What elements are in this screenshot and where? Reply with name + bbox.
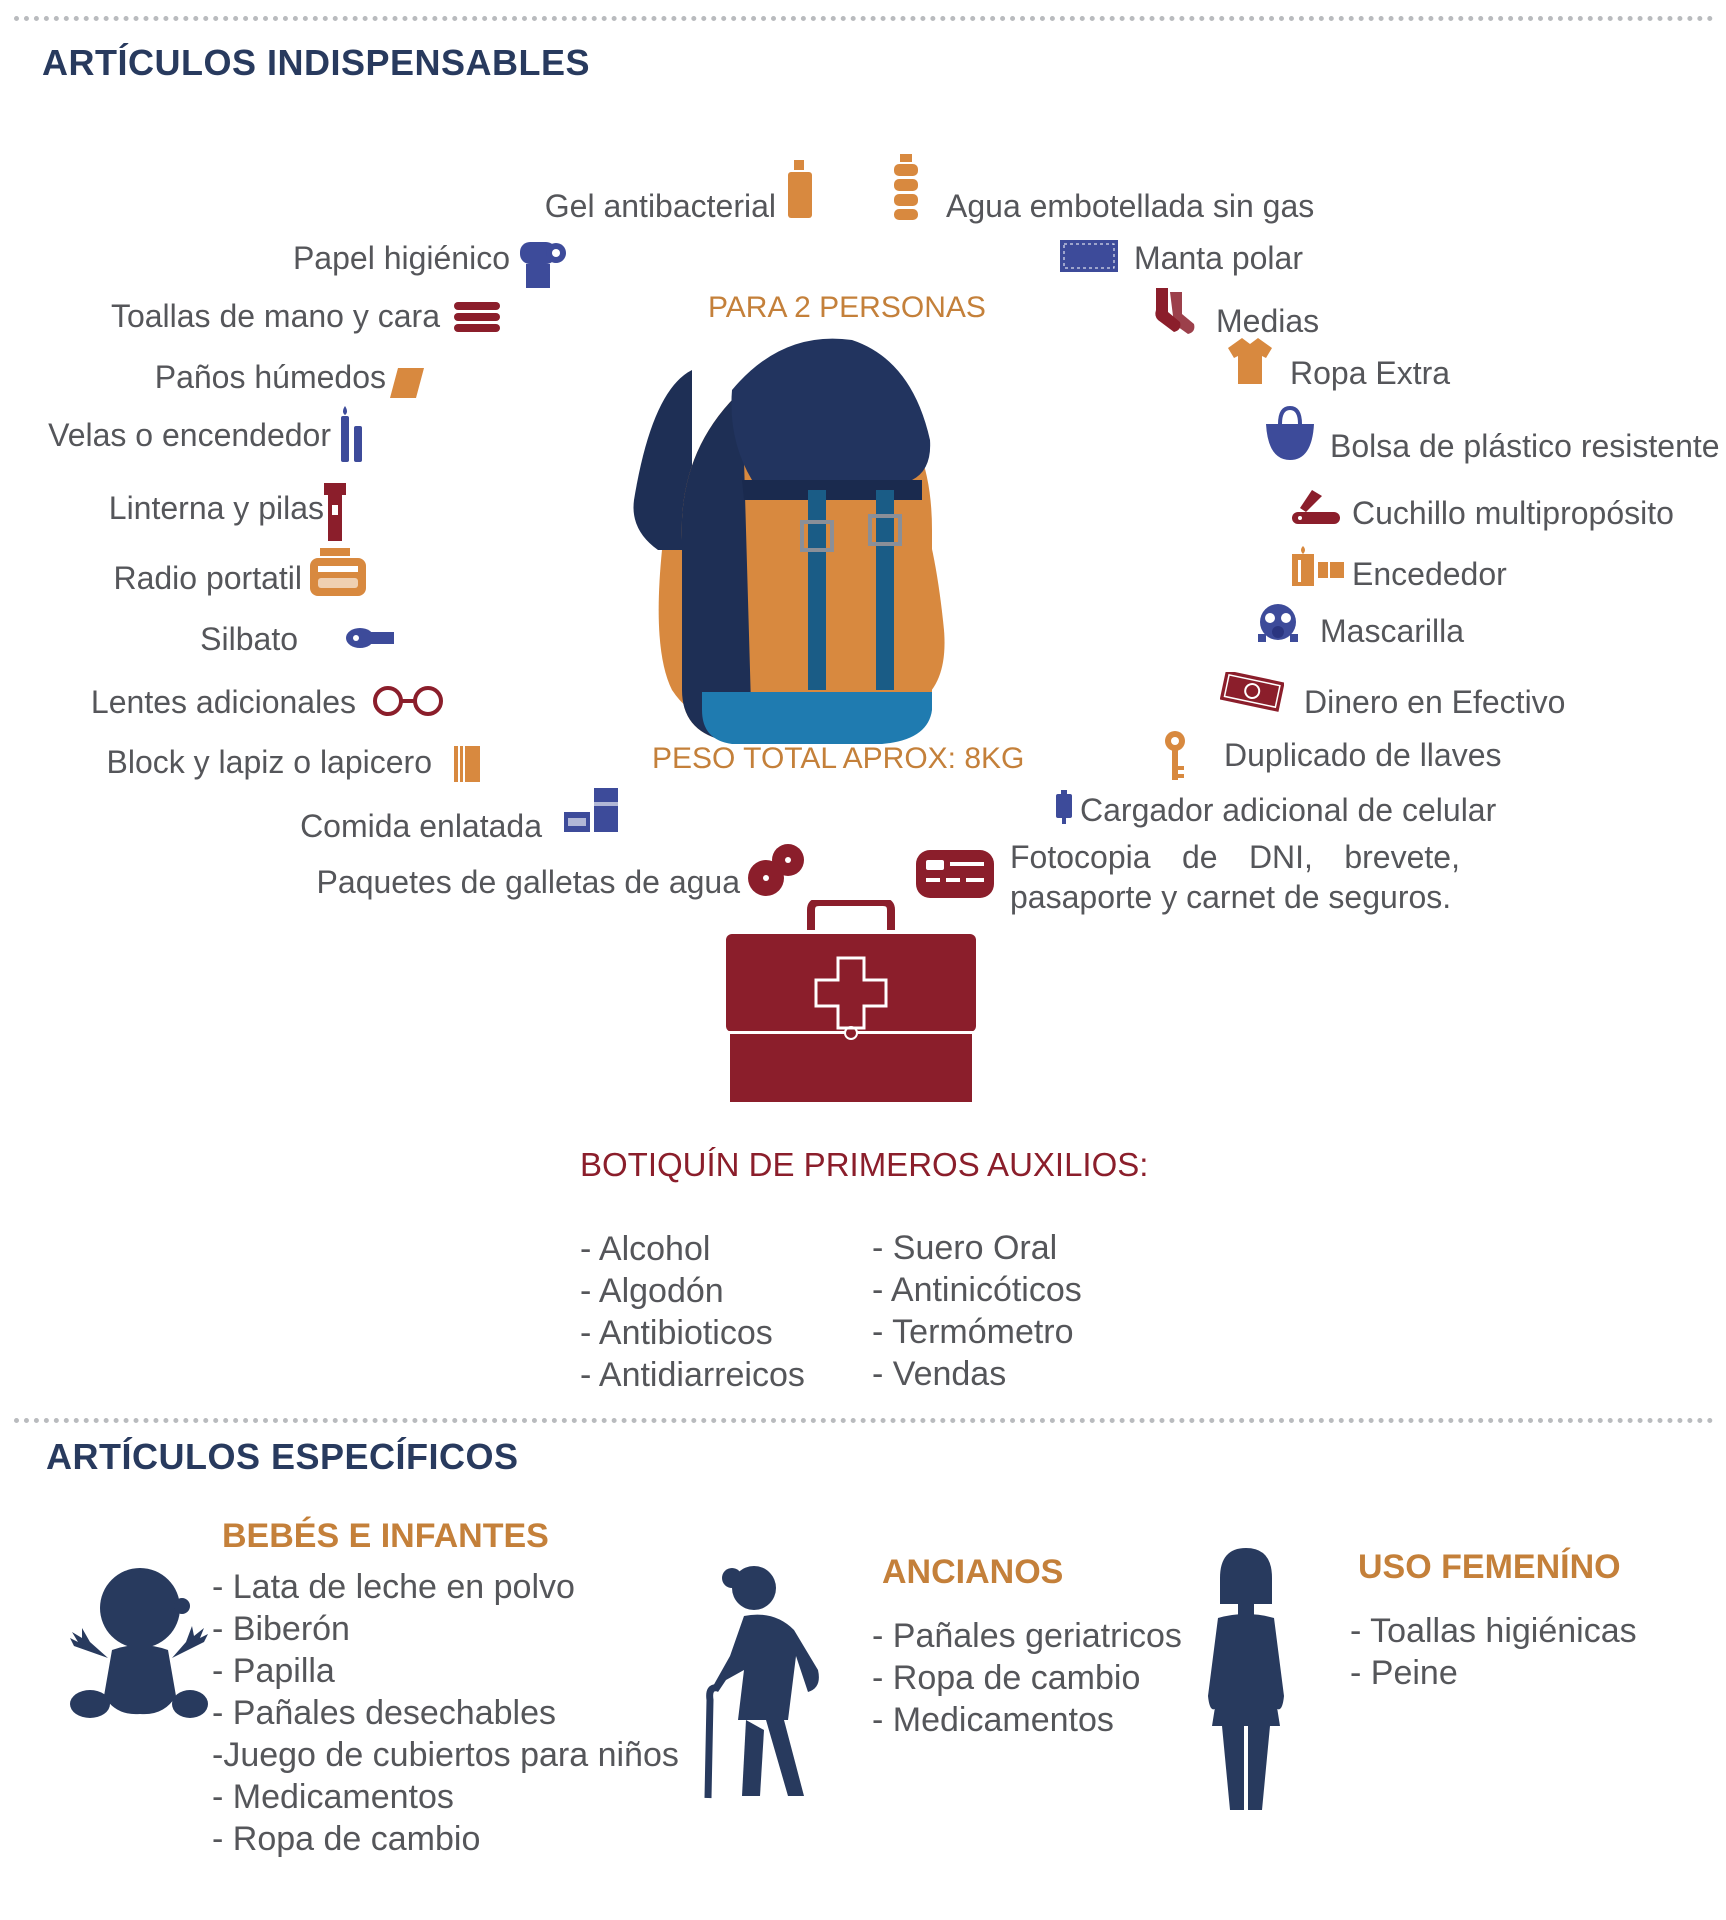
shirt-icon xyxy=(1228,338,1272,384)
elderly-item: - Ropa de cambio xyxy=(872,1659,1141,1697)
babies-item: - Medicamentos xyxy=(212,1778,454,1816)
notebook-icon xyxy=(452,744,482,784)
towels-icon xyxy=(452,300,502,334)
babies-item: - Lata de leche en polvo xyxy=(212,1568,575,1606)
documents-word-4: brevete, xyxy=(1344,839,1460,875)
female-title: USO FEMENÍNO xyxy=(1358,1548,1621,1586)
first-aid-item: - Antinicóticos xyxy=(872,1271,1082,1309)
left-item-whistle: Silbato xyxy=(200,621,298,657)
left-item-canned-food: Comida enlatada xyxy=(300,808,542,844)
right-item-blanket: Manta polar xyxy=(1134,240,1303,276)
documents-word-1: Fotocopia xyxy=(1010,839,1151,875)
wipes-icon xyxy=(390,366,424,400)
right-item-lighter: Encededor xyxy=(1352,556,1507,592)
left-item-wipes: Paños húmedos xyxy=(154,359,386,395)
charger-icon xyxy=(1056,790,1072,824)
babies-title: BEBÉS E INFANTES xyxy=(222,1517,549,1555)
flashlight-icon xyxy=(324,483,346,541)
elderly-list xyxy=(872,1615,1182,1741)
left-item-glasses: Lentes adicionales xyxy=(90,684,356,720)
crackers-icon xyxy=(746,842,808,898)
left-item-crackers: Paquetes de galletas de agua xyxy=(316,864,740,900)
female-list xyxy=(1350,1610,1637,1694)
right-item-charger: Cargador adicional de celular xyxy=(1080,792,1497,828)
first-aid-list-col2 xyxy=(872,1227,1082,1395)
water-bottle-icon xyxy=(892,154,920,220)
left-item-candles: Velas o encendedor xyxy=(48,417,331,453)
baby-icon xyxy=(68,1566,208,1726)
babies-item: -Juego de cubiertos para niños xyxy=(212,1736,679,1774)
toilet-paper-icon xyxy=(518,238,566,290)
key-icon xyxy=(1162,730,1188,782)
babies-item: - Biberón xyxy=(212,1610,350,1648)
right-item-cash: Dinero en Efectivo xyxy=(1304,684,1566,720)
lighter-icon xyxy=(1292,546,1344,586)
right-item-clothes: Ropa Extra xyxy=(1290,355,1451,391)
backpack-weight-label: PESO TOTAL APROX: 8KG xyxy=(652,742,1025,775)
left-item-radio: Radio portatil xyxy=(113,560,302,596)
specific-title: ARTÍCULOS ESPECÍFICOS xyxy=(46,1436,519,1477)
first-aid-title: BOTIQUÍN DE PRIMEROS AUXILIOS: xyxy=(580,1146,1149,1183)
cash-icon xyxy=(1220,672,1284,712)
whistle-icon xyxy=(344,626,394,650)
right-item-mask: Mascarilla xyxy=(1320,613,1465,649)
top-divider xyxy=(14,16,1714,21)
woman-icon xyxy=(1206,1546,1286,1816)
first-aid-item: - Antibioticos xyxy=(580,1314,773,1352)
female-item: - Peine xyxy=(1350,1654,1458,1692)
gel-bottle-icon xyxy=(786,160,814,218)
elderly-item: - Medicamentos xyxy=(872,1701,1114,1739)
first-aid-item: - Antidiarreicos xyxy=(580,1356,805,1394)
multitool-knife-icon xyxy=(1292,490,1340,526)
gas-mask-icon xyxy=(1256,604,1300,644)
babies-list xyxy=(212,1566,679,1860)
glasses-icon xyxy=(372,684,444,718)
right-item-plastic-bag: Bolsa de plástico resistente xyxy=(1330,428,1720,464)
babies-item: - Pañales desechables xyxy=(212,1694,557,1732)
right-item-keys: Duplicado de llaves xyxy=(1224,737,1502,773)
candles-icon xyxy=(338,406,366,462)
female-item: - Toallas higiénicas xyxy=(1350,1612,1637,1650)
elderly-title: ANCIANOS xyxy=(882,1553,1064,1591)
essentials-title: ARTÍCULOS INDISPENSABLES xyxy=(42,42,591,83)
babies-item: - Papilla xyxy=(212,1652,335,1690)
left-item-towels: Toallas de mano y cara xyxy=(110,298,440,334)
left-item-notebook: Block y lapiz o lapicero xyxy=(106,744,432,780)
first-aid-item: - Algodón xyxy=(580,1272,724,1310)
elderly-item: - Pañales geriatricos xyxy=(872,1617,1182,1655)
left-item-flashlight: Linterna y pilas xyxy=(108,490,324,526)
first-aid-kit-icon xyxy=(726,900,976,1102)
documents-word-3: DNI, xyxy=(1248,839,1313,875)
documents-line-1 xyxy=(1010,837,1460,877)
first-aid-item: - Termómetro xyxy=(872,1313,1074,1351)
first-aid-item: - Vendas xyxy=(872,1355,1007,1393)
radio-icon xyxy=(310,548,366,598)
babies-item: - Ropa de cambio xyxy=(212,1820,481,1858)
documents-line-2: pasaporte y carnet de seguros. xyxy=(1010,879,1452,915)
right-item-knife: Cuchillo multipropósito xyxy=(1352,495,1674,531)
id-card-icon xyxy=(916,850,994,898)
backpack-icon xyxy=(632,330,952,750)
elderly-person-icon xyxy=(704,1560,834,1804)
canned-food-icon xyxy=(564,788,618,834)
documents-word-2: de xyxy=(1181,839,1218,875)
middle-divider xyxy=(14,1418,1714,1423)
plastic-bag-icon xyxy=(1266,406,1314,460)
socks-icon xyxy=(1152,288,1198,336)
first-aid-list-col1 xyxy=(580,1228,805,1396)
left-item-gel: Gel antibacterial xyxy=(544,188,776,224)
left-item-toilet-paper: Papel higiénico xyxy=(292,240,510,276)
first-aid-item: - Suero Oral xyxy=(872,1229,1058,1267)
right-item-water: Agua embotellada sin gas xyxy=(946,188,1315,224)
right-item-socks: Medias xyxy=(1216,303,1320,339)
fleece-blanket-icon xyxy=(1060,240,1118,272)
first-aid-item: - Alcohol xyxy=(580,1230,711,1268)
right-item-documents xyxy=(1010,837,1460,917)
backpack-top-label: PARA 2 PERSONAS xyxy=(708,291,986,324)
